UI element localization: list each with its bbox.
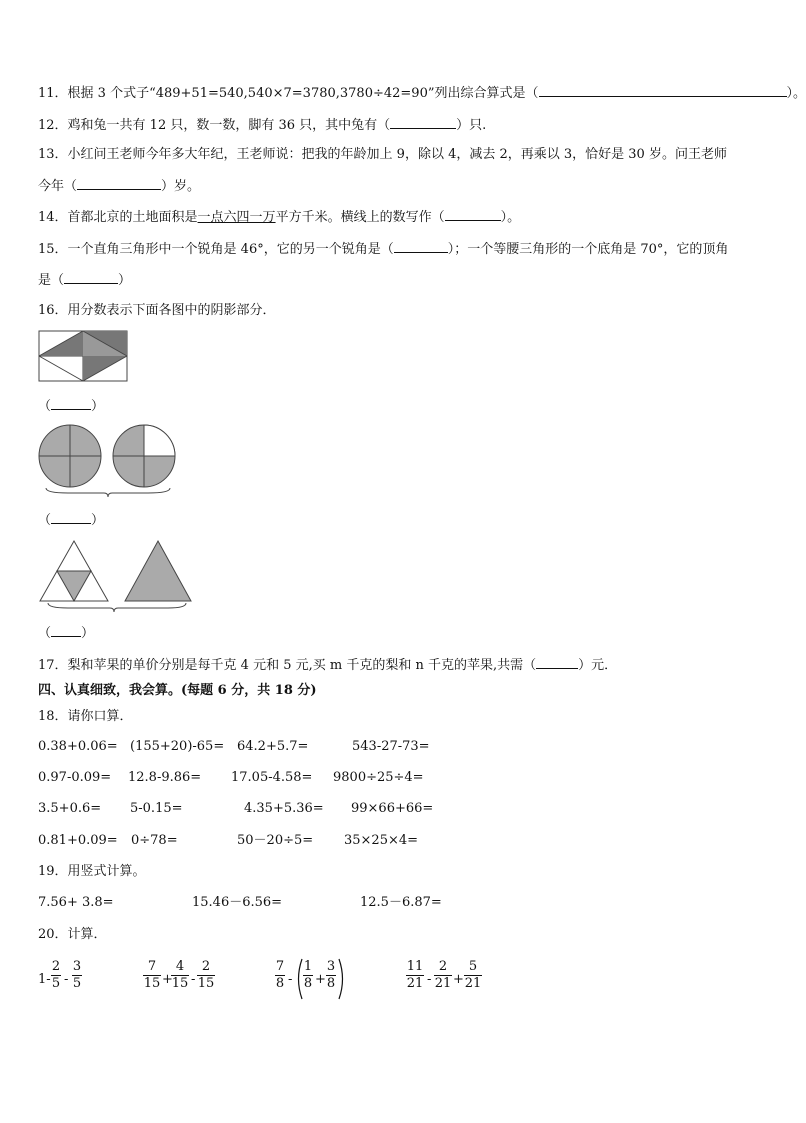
answer-16a: （ ） [38,399,105,414]
fraction: 11 21 [406,959,424,991]
fraction: 2 15 [197,959,215,991]
right-paren-icon [337,958,347,1000]
operator: + [315,972,326,987]
calc-item: 17.05-4.58= [231,770,313,785]
operator: - [191,972,196,987]
vertical-calc-item: 7.56+ 3.8= [38,895,114,910]
vertical-calc-item: 12.5－6.87= [360,895,442,910]
operator: - [64,972,69,987]
answer-blank-15a[interactable] [394,240,448,253]
operator: + [162,972,173,987]
answer-blank-11[interactable] [539,84,787,97]
calc-item: 543-27-73= [352,739,430,754]
calc-item: 64.2+5.7= [237,739,309,754]
fraction: 1 8 [303,959,313,991]
question-12: 12．鸡和兔一共有 12 只，数一数，脚有 36 只，其中兔有（ ）只. [38,118,487,133]
answer-blank-16a[interactable] [51,397,91,410]
calc-item: 0.97-0.09= [38,770,112,785]
rectangle-triangles-figure [38,330,130,384]
circles-figure [38,424,180,498]
calc-item: 99×66+66= [351,801,434,816]
section-4-title: 四、认真细致，我会算。(每题 6 分，共 18 分) [38,683,317,698]
question-15-line1: 15．一个直角三角形中一个锐角是 46°，它的另一个锐角是（ ）；一个等腰三角形的一个底角是 70°，它的顶角 [38,242,729,257]
answer-blank-17[interactable] [536,656,578,669]
question-17: 17．梨和苹果的单价分别是每千克 4 元和 5 元,买 m 千克的梨和 n 千克的苹果,共需（ ）元． [38,658,618,673]
answer-16c: （ ） [38,626,95,641]
answer-16b: （ ） [38,513,105,528]
fraction: 5 21 [464,959,482,991]
question-15-line2: 是（ ） [38,273,132,288]
calc-item: 50－20÷5= [237,833,314,848]
question-19-title: 19．用竖式计算。 [38,864,146,879]
fraction: 3 5 [72,959,82,991]
question-13-line1: 13．小红问王老师今年多大年纪，王老师说：把我的年龄加上 9，除以 4，减去 2，再乘以 3，恰好是 30 岁。问王老师 [38,147,727,162]
calc-item: (155+20)-65= [130,739,225,754]
answer-blank-14[interactable] [445,208,501,221]
answer-blank-12[interactable] [390,116,456,129]
expression-1-lead: 1- [38,972,51,987]
calc-item: 9800÷25÷4= [333,770,424,785]
calc-item: 0÷78= [131,833,178,848]
operator: - [427,972,432,987]
fraction: 7 8 [275,959,285,991]
triangles-figure [38,538,194,614]
calc-item: 0.81+0.09= [38,833,118,848]
answer-blank-13[interactable] [77,177,161,190]
fraction: 2 5 [51,959,61,991]
fraction: 7 15 [143,959,161,991]
operator: - [288,972,293,987]
question-13-line2: 今年（ ）岁。 [38,179,201,194]
calc-item: 3.5+0.6= [38,801,102,816]
vertical-calc-item: 15.46－6.56= [192,895,283,910]
question-11: 11．根据 3 个式子“489+51=540,540×7=3780,3780÷42=90”列出综合算式是（ ）。 [38,86,806,101]
answer-blank-16c[interactable] [51,624,81,637]
calc-item: 5-0.15= [130,801,183,816]
calc-item: 12.8-9.86= [128,770,202,785]
fraction: 2 21 [434,959,452,991]
fraction: 3 8 [326,959,336,991]
answer-blank-15b[interactable] [64,271,118,284]
fraction: 4 15 [171,959,189,991]
question-20-title: 20．计算． [38,927,107,942]
question-14: 14．首都北京的土地面积是一点六四一万平方千米。横线上的数写作（ ）。 [38,210,521,225]
calc-item: 4.35+5.36= [244,801,324,816]
question-18-title: 18．请你口算． [38,709,133,724]
calc-item: 35×25×4= [344,833,419,848]
answer-blank-16b[interactable] [51,511,91,524]
calc-item: 0.38+0.06= [38,739,118,754]
operator: + [453,972,464,987]
question-16: 16．用分数表示下面各图中的阴影部分． [38,303,276,318]
